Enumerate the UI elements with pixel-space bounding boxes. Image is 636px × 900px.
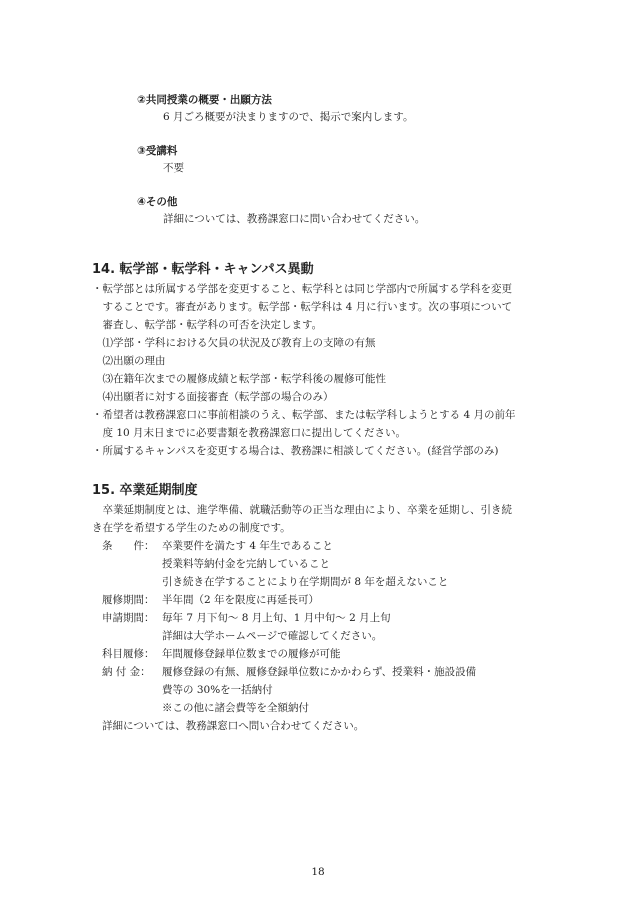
section14-line: ・転学部とは所属する学部を変更すること、転学科とは同じ学部内で所属する学科を変更 [92, 283, 512, 295]
section14-line: することです。審査があります。転学部・転学科は 4 月に行います。次の事項について [92, 301, 513, 313]
condition-label: 条 件： [102, 540, 155, 552]
condition-row [102, 575, 448, 589]
item-heading-joint-class: ②共同授業の概要・出願方法 [137, 94, 272, 106]
condition-label: 履修期間： [102, 594, 155, 606]
section14-line: 審査し、転学部・転学科の可否を決定します。 [92, 319, 323, 331]
section14-line: ⑷出願者に対する面接審査（転学部の場合のみ） [92, 391, 334, 403]
condition-value: 年間履修登録単位数までの履修が可能 [162, 648, 341, 660]
condition-label: 科目履修： [102, 648, 155, 660]
condition-row [102, 683, 273, 697]
condition-row [102, 539, 333, 553]
condition-row [102, 647, 341, 661]
condition-row [102, 593, 319, 607]
condition-row [102, 701, 309, 715]
section14-line: 度 10 月末日までに必要書類を教務課窓口に提出してください。 [92, 427, 407, 439]
condition-label: 納 付 金： [102, 666, 151, 678]
section14-line: ・希望者は教務課窓口に事前相談のうえ、転学部、または転学科しようとする 4 月の前年 [92, 409, 516, 421]
condition-value: 引き続き在学することにより在学期間が 8 年を超えないこと [162, 576, 449, 588]
item-body-joint-class: 6 月ごろ概要が決まりますので、掲示で案内します。 [163, 111, 414, 123]
condition-label: 申請期間： [102, 612, 155, 624]
section15-intro-line: 卒業延期制度とは、進学準備、就職活動等の正当な理由により、卒業を延期し、引き続 [92, 504, 512, 516]
condition-row [102, 611, 391, 625]
section15-closing: 詳細については、教務課窓口へ問い合わせてください。 [102, 720, 365, 732]
condition-value: 毎年 7 月下旬～ 8 月上旬、1 月中旬～ 2 月上旬 [162, 612, 391, 624]
condition-value: 卒業要件を満たす 4 年生であること [162, 540, 333, 552]
condition-value: 詳細は大学ホームページで確認してください。 [162, 630, 383, 642]
section15-title: 15. 卒業延期制度 [92, 483, 198, 498]
condition-row [102, 665, 476, 679]
section14-line: ⑴学部・学科における欠員の状況及び教育上の支障の有無 [92, 337, 376, 349]
condition-value: 履修登録の有無、履修登録単位数にかかわらず、授業料・施設設備 [162, 666, 477, 678]
page-number: 18 [311, 866, 325, 878]
condition-value: 費等の 30%を一括納付 [162, 684, 273, 696]
item-body-fee: 不要 [163, 162, 184, 174]
section14-line: ⑵出願の理由 [92, 355, 166, 367]
item-heading-other: ④その他 [137, 196, 178, 208]
condition-value: 授業料等納付金を完納していること [162, 558, 330, 570]
condition-value: 半年間（2 年を限度に再延長可） [162, 594, 320, 606]
condition-row [102, 557, 330, 571]
section14-title: 14. 転学部・転学科・キャンパス異動 [92, 262, 314, 277]
item-heading-fee: ③受講料 [137, 145, 178, 157]
section14-line: ⑶在籍年次までの履修成績と転学部・転学科後の履修可能性 [92, 373, 386, 385]
section15-intro-line: き在学を希望する学生のための制度です。 [92, 522, 291, 534]
item-body-other: 詳細については、教務課窓口に問い合わせてください。 [163, 213, 426, 225]
section14-line: ・所属するキャンパスを変更する場合は、教務課に相談してください。(経営学部のみ) [92, 445, 499, 457]
condition-value: ※この他に諸会費等を全額納付 [162, 702, 309, 714]
condition-row [102, 629, 382, 643]
